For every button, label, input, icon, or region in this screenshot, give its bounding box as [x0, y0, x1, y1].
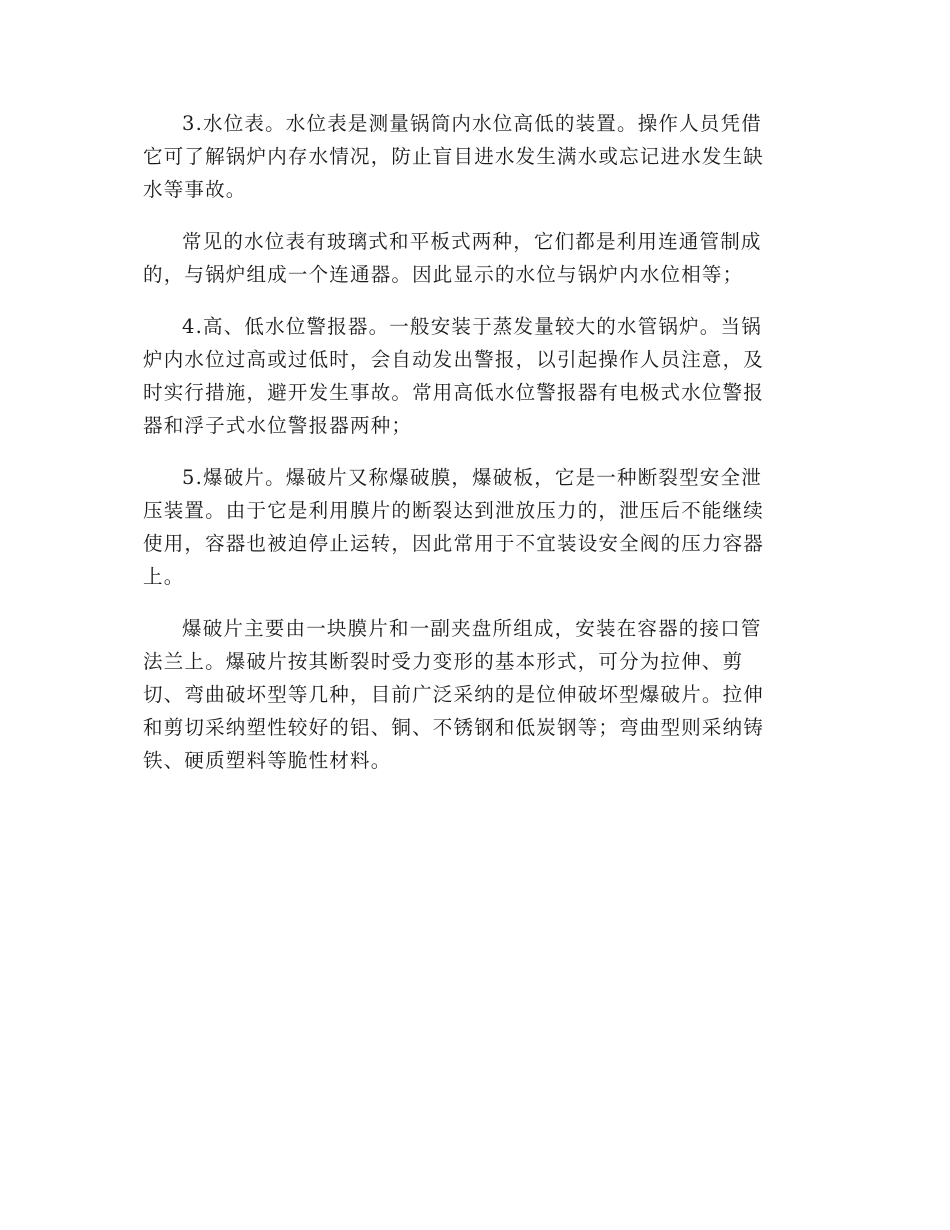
text-line: 压装置。由于它是利用膜片的断裂达到泄放压力的，泄压后不能继续	[143, 499, 765, 522]
text-line: 法兰上。爆破片按其断裂时受力变形的基本形式，可分为拉伸、剪	[143, 650, 744, 673]
text-line: 切、弯曲破坏型等几种，目前广泛采纳的是位伸破坏型爆破片。拉伸	[143, 683, 765, 706]
text-line: 炉内水位过高或过低时，会自动发出警报，以引起操作人员注意，及	[143, 348, 765, 371]
text-line: 爆破片主要由一块膜片和一副夹盘所组成，安装在容器的接口管	[182, 617, 762, 640]
text-line: 使用，容器也被迫停止运转，因此常用于不宜装设安全阀的压力容器	[143, 532, 765, 555]
text-line: 水等事故。	[143, 178, 247, 201]
text-line: 上。	[143, 565, 185, 588]
text-line: 器和浮子式水位警报器两种；	[143, 414, 413, 437]
document-body	[143, 107, 803, 796]
paragraph-bursting-disc	[143, 461, 803, 593]
text-line: 铁、硬质塑料等脆性材料。	[143, 749, 392, 772]
text-line: 3.水位表。水位表是测量锅筒内水位高低的装置。操作人员凭借	[182, 112, 762, 135]
paragraph-water-level-gauge	[143, 107, 803, 206]
text-line: 常见的水位表有玻璃式和平板式两种，它们都是利用连通管制成	[182, 230, 762, 253]
text-line: 时实行措施，避开发生事故。常用高低水位警报器有电极式水位警报	[143, 381, 765, 404]
text-line: 它可了解锅炉内存水情况，防止盲目进水发生满水或忘记进水发生缺	[143, 145, 765, 168]
paragraph-water-level-alarm	[143, 310, 803, 442]
text-line: 5.爆破片。爆破片又称爆破膜，爆破板，它是一种断裂型安全泄	[182, 466, 762, 489]
text-line: 4.高、低水位警报器。一般安装于蒸发量较大的水管锅炉。当锅	[182, 315, 762, 338]
paragraph-bursting-disc-composition	[143, 612, 803, 777]
text-line: 的，与锅炉组成一个连通器。因此显示的水位与锅炉内水位相等；	[143, 263, 744, 286]
paragraph-common-gauges	[143, 225, 803, 291]
text-line: 和剪切采纳塑性较好的铝、铜、不锈钢和低炭钢等；弯曲型则采纳铸	[143, 716, 765, 739]
